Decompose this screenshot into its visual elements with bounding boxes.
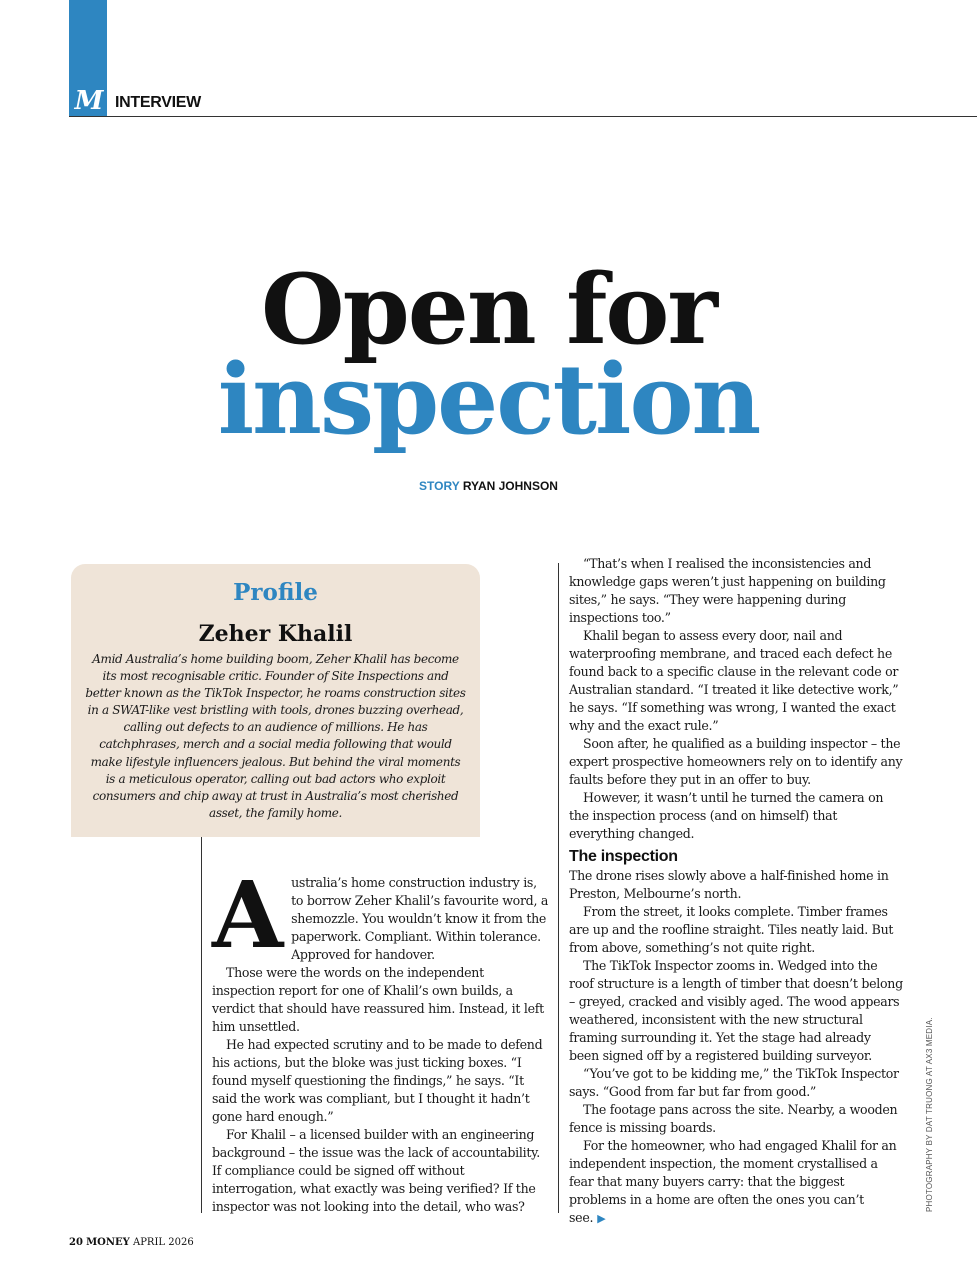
magazine-logo: M — [74, 86, 104, 116]
continue-arrow-icon: ▶ — [597, 1212, 606, 1225]
byline-kicker: STORY — [419, 479, 460, 493]
paragraph: Soon after, he qualified as a building inspector – the expert prospective homeowners rely on to identify any faults before they put in an offer to buy. — [569, 736, 903, 787]
byline-author: RYAN JOHNSON — [462, 479, 558, 493]
paragraph: Khalil began to assess every door, nail and waterproofing membrane, and traced each defect he found back to a specific clause in the relevant code or Australian standard. “I treated it like detective work,” he says. “If something was wrong, I wanted the exact why and the exact rule.” — [569, 628, 899, 733]
lead-paragraph — [212, 861, 550, 969]
paragraph: The drone rises slowly above a half-finished home in Preston, Melbourne’s north. — [569, 868, 889, 901]
paragraph: “That’s when I realised the inconsistencies and knowledge gaps weren’t just happening on building sites,” he says. “They were happening during inspections too.” — [569, 556, 886, 625]
paragraph: However, it wasn’t until he turned the camera on the inspection process (and on himself) that everything changed. — [569, 790, 884, 841]
paragraph — [569, 1137, 903, 1228]
paragraph-text: For the homeowner, who had engaged Khalil for an independent inspection, the moment crystallised a fear that many buyers carry: that the biggest problems in a home are often the ones you can’t see. — [569, 1138, 897, 1225]
drop-cap: A — [212, 861, 284, 969]
magazine-name: MONEY — [86, 1237, 130, 1248]
lead-text: ustralia’s home construction industry is, to borrow Zeher Khalil’s favourite word, a shemozzle. You wouldn’t know it from the paperwork. Compliant. Within tolerance. Approved for handover. — [291, 875, 549, 962]
column-divider-right — [558, 563, 559, 1213]
paragraph: He had expected scrutiny and to be made to defend his actions, but the bloke was just ticking boxes. “I found myself questioning the findings,” he says. “It said the work was compliant, but I thought it hadn’t gone hard enough.” — [212, 1037, 543, 1124]
paragraph: Those were the words on the independent inspection report for one of Khalil’s own builds, a verdict that should have reassured him. Instead, it left him unsettled. — [212, 965, 544, 1034]
profile-name: Zeher Khalil — [198, 621, 353, 647]
paragraph: For Khalil – a licensed builder with an engineering background – the issue was the lack of accountability. If compliance could be signed off without interrogation, what exactly was being verified? If the inspector was not looking into the detail, who was? — [212, 1127, 540, 1214]
article-column-2 — [569, 555, 903, 1228]
headline-line-2: inspection — [217, 343, 760, 456]
photo-credit: PHOTOGRAPHY BY DAT TRUONG AT AX3 MEDIA. — [925, 1017, 934, 1212]
issue-date: APRIL 2026 — [132, 1237, 194, 1248]
paragraph: The TikTok Inspector zooms in. Wedged into the roof structure is a length of timber that doesn’t belong – greyed, cracked and visibly aged. The wood appears weathered, inconsistent with the new structural framing surrounding it. Yet the stage had already been signed off by a registered building surveyor. — [569, 958, 903, 1063]
byline — [0, 479, 977, 493]
page-footer — [69, 1237, 194, 1248]
column-divider-left — [201, 837, 202, 1213]
headline-line-1: Open for — [261, 253, 716, 366]
header-divider — [69, 116, 977, 117]
page-number: 20 — [69, 1237, 83, 1248]
subheading: The inspection — [569, 848, 678, 865]
profile-box — [71, 564, 480, 837]
profile-label: Profile — [233, 579, 318, 606]
paragraph: The footage pans across the site. Nearby, a wooden fence is missing boards. — [569, 1102, 898, 1135]
paragraph: “You’ve got to be kidding me,” the TikTok Inspector says. “Good from far but far from good.” — [569, 1066, 899, 1099]
section-label: INTERVIEW — [115, 94, 201, 111]
profile-text: Amid Australia’s home building boom, Zeher Khalil has become its most recognisable critic. Founder of Site Inspections and better known as the TikTok Inspector, he roams construction sites in a SWAT-like vest bristling with tools, drones buzzing overhead, calling out defects to an audience of millions. He has catchphrases, merch and a social media following that would make lifestyle influencers jealous. But behind the viral moments is a meticulous operator, calling out bad actors who exploit consumers and chip away at trust in Australia’s most cherished asset, the family home. — [85, 652, 466, 820]
paragraph: From the street, it looks complete. Timber frames are up and the roofline straight. Tiles neatly laid. But from above, something’s not quite right. — [569, 904, 894, 955]
article-column-1 — [212, 861, 550, 1216]
